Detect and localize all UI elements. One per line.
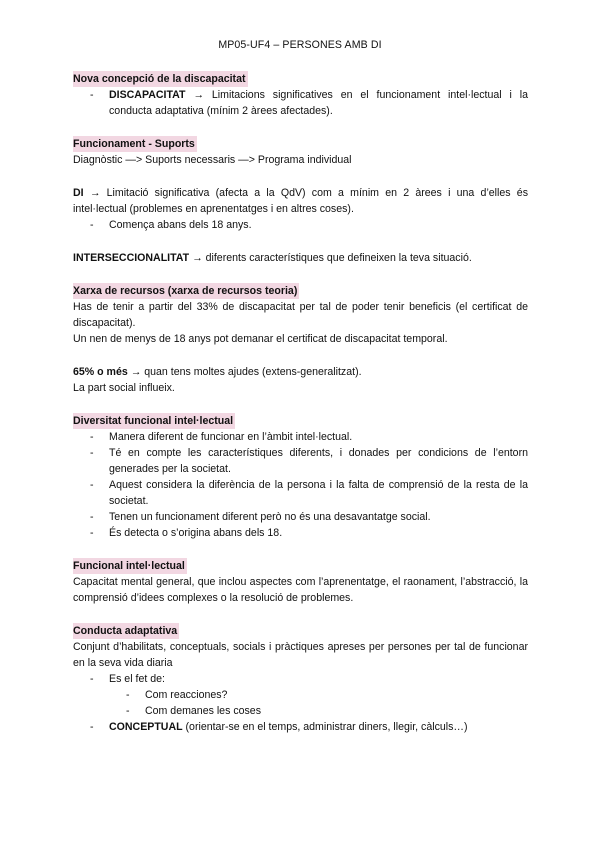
list-item: - Aquest considera la diferència de la persona i la falta de comprensió de la resta de la societat. (73, 477, 528, 509)
section-heading: Conducta adaptativa (73, 625, 178, 637)
list-item: - Comença abans dels 18 anys. (73, 217, 528, 233)
list-item (73, 719, 528, 735)
section-funcionament-suports (73, 136, 528, 168)
list-item: - És detecta o s’origina abans dels 18. (73, 525, 528, 541)
paragraph (73, 250, 528, 266)
section-heading: Nova concepció de la discapacitat (73, 73, 246, 85)
sub-list-item: - Com reacciones? (109, 687, 528, 703)
bullet-list (73, 217, 528, 233)
item-text: Es el fet de: (109, 673, 165, 685)
paragraph: Conjunt d’habilitats, conceptuals, socials i pràctiques apreses per persones per tal de funcionar en la seva vida diaria (73, 641, 528, 669)
list-item: - Té en compte les característiques diferents, i donades per condicions de l’entorn generades per la societat. (73, 445, 528, 477)
section-conducta-adaptativa (73, 623, 528, 735)
list-item: - Manera diferent de funcionar en l’àmbit intel·lectual. (73, 429, 528, 445)
document-body (73, 71, 528, 735)
item-text: → Limitacions significatives en el funcionament intel·lectual i la conducta adaptativa (mínim 2 àrees afectades). (109, 89, 528, 117)
paragraph-text: → quan tens moltes ajudes (extens-generalitzat). (127, 366, 362, 378)
paragraph-text: → diferents característiques que defineixen la teva situació. (189, 252, 472, 264)
bold-term: DISCAPACITAT (109, 89, 186, 101)
section-di (73, 185, 528, 233)
section-heading: Diversitat funcional intel·lectual (73, 415, 234, 427)
paragraph-text: → Limitació significativa (afecta a la QdV) com a mínim en 2 àrees i una d’elles és intel·lectual (problemes en aprenentatges i en altres coses). (73, 187, 528, 215)
section-65-percent (73, 364, 528, 396)
paragraph: La part social influeix. (73, 382, 175, 394)
bold-term: INTERSECCIONALITAT (73, 252, 190, 264)
bullet-list (73, 429, 528, 541)
bold-term: CONCEPTUAL (109, 721, 183, 733)
section-heading: Xarxa de recursos (xarxa de recursos teoria) (73, 285, 298, 297)
section-diversitat-funcional (73, 413, 528, 541)
bullet-list (73, 87, 528, 119)
bold-term: 65% o més (73, 366, 128, 378)
list-item (73, 87, 528, 119)
list-item (73, 671, 528, 719)
page-header: MP05-UF4 – PERSONES AMB DI (218, 39, 382, 51)
item-text: (orientar-se en el temps, administrar diners, llegir, càlculs…) (182, 721, 468, 733)
paragraph (73, 364, 528, 380)
paragraph (73, 185, 528, 217)
section-nova-concepcio (73, 71, 528, 119)
section-funcional-intellectual (73, 558, 528, 606)
section-heading: Funcional intel·lectual (73, 560, 185, 572)
bold-term: DI (73, 187, 84, 199)
paragraph: Un nen de menys de 18 anys pot demanar el certificat de discapacitat temporal. (73, 333, 448, 345)
list-item: - Tenen un funcionament diferent però no és una desavantatge social. (73, 509, 528, 525)
paragraph: Has de tenir a partir del 33% de discapacitat per tal de poder tenir beneficis (el certificat de discapacitat). (73, 301, 528, 329)
section-heading: Funcionament - Suports (73, 138, 195, 150)
paragraph: Capacitat mental general, que inclou aspectes com l’aprenentatge, el raonament, l’abstracció, la comprensió d’idees complexes o la resolució de problemes. (73, 576, 528, 604)
sub-list-item: - Com demanes les coses (109, 703, 528, 719)
sub-bullet-list (109, 687, 528, 719)
bullet-list (73, 671, 528, 735)
paragraph: Diagnòstic —> Suports necessaris —> Programa individual (73, 154, 352, 166)
section-interseccionalitat (73, 250, 528, 266)
section-xarxa-recursos (73, 283, 528, 347)
